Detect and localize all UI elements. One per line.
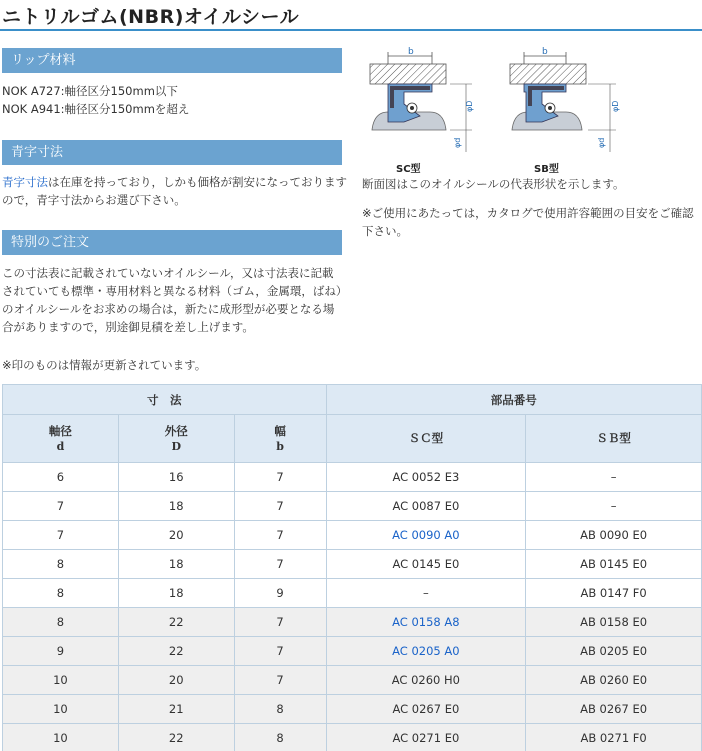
table-row xyxy=(3,579,702,608)
special-order-line-1: この寸法表に記載されていないオイルシール，又は寸法表に記載 xyxy=(2,266,334,280)
cell-sb-part: – xyxy=(526,463,702,492)
cell-sb-part: AB 0271 F0 xyxy=(526,724,702,751)
special-order-line-2: されていても標準・専用材料と異なる材料（ゴム，金属環，ばね） xyxy=(2,284,348,298)
cell-sb-part: AB 0147 F0 xyxy=(526,579,702,608)
table-row xyxy=(3,724,702,751)
cell-sc-part: AC 0267 E0 xyxy=(326,695,526,724)
title-underline xyxy=(0,29,702,31)
cell-shaft: 10 xyxy=(3,695,119,724)
cell-shaft: 10 xyxy=(3,724,119,751)
cell-sb-part: – xyxy=(526,492,702,521)
header-dimensions: 寸 法 xyxy=(3,385,327,415)
diagram-caption: 断面図はこのオイルシールの代表形状を示します。 xyxy=(362,177,625,191)
header-part-numbers: 部品番号 xyxy=(326,385,701,415)
blue-size-link[interactable]: 青字寸法 xyxy=(2,175,48,189)
part-link-ac0158a8[interactable]: AC 0158 A8 xyxy=(392,615,460,629)
section-header-special-order: 特別のご注文 xyxy=(2,230,342,255)
cell-width: 9 xyxy=(234,579,326,608)
blue-size-text: は在庫を持っており，しかも価格が割安になっております xyxy=(48,175,347,189)
usage-note-line-1: ※ご使用にあたっては，カタログで使用許容範囲の目安をご確認 xyxy=(362,206,694,220)
table-row xyxy=(3,550,702,579)
table-row xyxy=(3,463,702,492)
cell-outer: 21 xyxy=(118,695,234,724)
cell-sc-part xyxy=(326,637,526,666)
header-width: 幅 b xyxy=(234,415,326,463)
cell-sc-part xyxy=(326,521,526,550)
sb-D-dimension: φD xyxy=(611,100,620,112)
cell-sc-part xyxy=(326,608,526,637)
table-row xyxy=(3,666,702,695)
cell-sc-part: AC 0271 E0 xyxy=(326,724,526,751)
cell-width: 7 xyxy=(234,608,326,637)
header-sc-type: ＳＣ型 xyxy=(326,415,526,463)
oil-seal-cross-section-diagram xyxy=(360,42,660,177)
cell-width: 7 xyxy=(234,550,326,579)
cell-width: 8 xyxy=(234,695,326,724)
header-shaft-diameter: 軸径 d xyxy=(3,415,119,463)
sb-d-dimension: φd xyxy=(597,137,606,148)
cell-sc-part: AC 0087 E0 xyxy=(326,492,526,521)
usage-note-line-2: 下さい。 xyxy=(362,224,408,238)
cell-width: 7 xyxy=(234,666,326,695)
cell-width: 7 xyxy=(234,463,326,492)
dimension-table xyxy=(2,384,702,751)
cell-sb-part: AB 0145 E0 xyxy=(526,550,702,579)
update-note: ※印のものは情報が更新されています。 xyxy=(2,358,207,372)
cell-outer: 18 xyxy=(118,579,234,608)
cell-sc-part: AC 0260 H0 xyxy=(326,666,526,695)
blue-size-line-2: ので，青字寸法からお選び下さい。 xyxy=(2,193,186,207)
cell-outer: 18 xyxy=(118,550,234,579)
blue-size-line-1 xyxy=(2,173,347,191)
special-order-line-4: 合がありますので，別途御見積を差し上げます。 xyxy=(2,320,254,334)
cell-shaft: 10 xyxy=(3,666,119,695)
section-header-lip-material: リップ材料 xyxy=(2,48,342,73)
cell-outer: 22 xyxy=(118,637,234,666)
cell-sb-part: AB 0205 E0 xyxy=(526,637,702,666)
header-outer-diameter: 外径 D xyxy=(118,415,234,463)
part-link-ac0205a0[interactable]: AC 0205 A0 xyxy=(392,644,460,658)
cell-width: 8 xyxy=(234,724,326,751)
table-row xyxy=(3,637,702,666)
cell-shaft: 8 xyxy=(3,550,119,579)
table-row xyxy=(3,492,702,521)
cell-outer: 16 xyxy=(118,463,234,492)
cell-shaft: 9 xyxy=(3,637,119,666)
section-header-blue-size: 青字寸法 xyxy=(2,140,342,165)
sb-type-label: SB型 xyxy=(534,164,559,175)
cell-sb-part: AB 0267 E0 xyxy=(526,695,702,724)
cell-outer: 22 xyxy=(118,608,234,637)
cell-width: 7 xyxy=(234,521,326,550)
sc-type-diagram xyxy=(370,47,474,175)
cell-sc-part: AC 0052 E3 xyxy=(326,463,526,492)
sc-type-label: SC型 xyxy=(396,164,421,175)
cell-shaft: 7 xyxy=(3,492,119,521)
table-row xyxy=(3,695,702,724)
sb-type-diagram xyxy=(510,47,620,175)
cell-outer: 20 xyxy=(118,521,234,550)
table-row xyxy=(3,608,702,637)
sc-D-dimension: φD xyxy=(465,100,474,112)
cell-shaft: 8 xyxy=(3,579,119,608)
cell-shaft: 8 xyxy=(3,608,119,637)
cell-sc-part: – xyxy=(326,579,526,608)
cell-outer: 20 xyxy=(118,666,234,695)
cell-shaft: 6 xyxy=(3,463,119,492)
sc-d-dimension: φd xyxy=(453,137,462,148)
page-title: ニトリルゴム(NBR)オイルシール xyxy=(2,6,300,28)
cell-sc-part: AC 0145 E0 xyxy=(326,550,526,579)
header-sb-type: ＳＢ型 xyxy=(526,415,702,463)
cell-sb-part: AB 0158 E0 xyxy=(526,608,702,637)
cell-sb-part: AB 0260 E0 xyxy=(526,666,702,695)
cell-width: 7 xyxy=(234,492,326,521)
special-order-line-3: のオイルシールをお求めの場合は，新たに成形型が必要となる場 xyxy=(2,302,335,316)
cell-outer: 22 xyxy=(118,724,234,751)
lip-material-line-1: NOK A727:軸径区分150mm以下 xyxy=(2,84,178,98)
cell-sb-part: AB 0090 E0 xyxy=(526,521,702,550)
cell-shaft: 7 xyxy=(3,521,119,550)
cell-outer: 18 xyxy=(118,492,234,521)
part-link-ac0090a0[interactable]: AC 0090 A0 xyxy=(392,528,460,542)
lip-material-line-2: NOK A941:軸径区分150mmを超え xyxy=(2,102,190,116)
table-row xyxy=(3,521,702,550)
sb-b-dimension: b xyxy=(542,47,548,57)
sc-b-dimension: b xyxy=(408,47,414,57)
cell-width: 7 xyxy=(234,637,326,666)
